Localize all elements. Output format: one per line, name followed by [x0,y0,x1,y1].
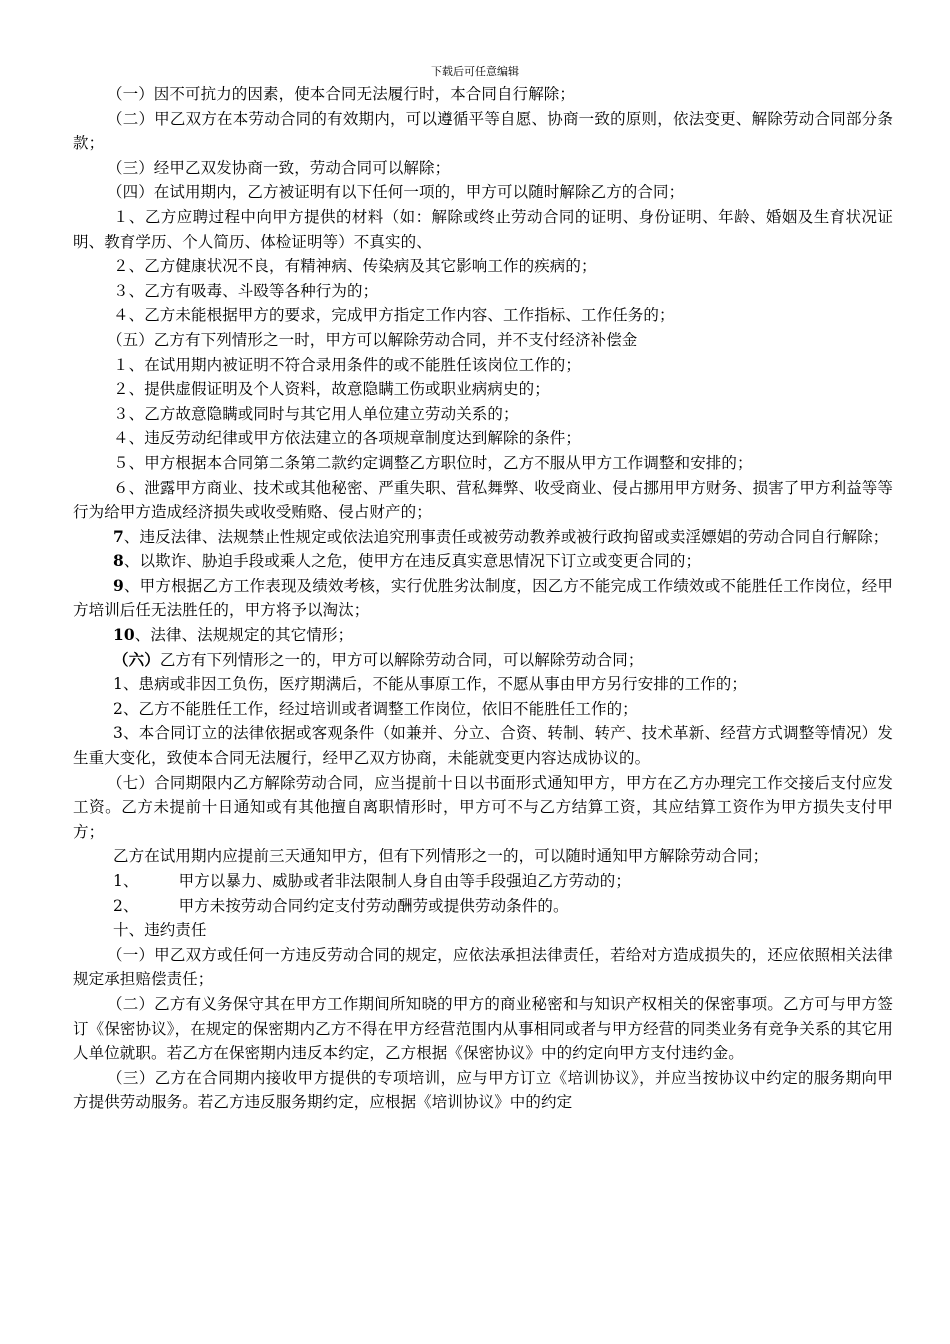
item-text: 甲方未按劳动合同约定支付劳动酬劳或提供劳动条件的。 [178,896,569,915]
paragraph: （四）在试用期内，乙方被证明有以下任何一项的，甲方可以随时解除乙方的合同； [107,183,685,202]
paragraph: １、乙方应聘过程中向甲方提供的材料（如：解除或终止劳动合同的证明、身份证明、年龄、婚姻及生育状况证明、教育学历、个人简历、体检证明等）不真实的、 [73,207,893,251]
paragraph: （三）乙方在合同期内接收甲方提供的专项培训，应与甲方订立《培训协议》，并应当按协议中约定的服务期向甲方提供劳动服务。若乙方违反服务期约定，应根据《培训协议》中的约定 [73,1068,893,1112]
paragraph [73,574,893,623]
item-number: 1、 [113,872,139,890]
paragraph [73,525,893,550]
paragraph: ６、泄露甲方商业、技术或其他秘密、严重失职、营私舞弊、收受商业、侵占挪用甲方财务、损害了甲方利益等等行为给甲方造成经济损失或收受贿赂、侵占财产的； [73,478,894,522]
paragraph [73,648,893,673]
paragraph: ２、提供虚假证明及个人资料，故意隐瞒工伤或职业病病史的； [113,380,550,399]
item-text: 乙方有下列情形之一的，甲方可以解除劳动合同，可以解除劳动合同； [159,650,644,669]
paragraph [73,549,893,574]
item-text: 甲方以暴力、威胁或者非法限制人身自由等手段强迫乙方劳动的； [178,872,631,890]
paragraph: （二）甲乙双方在本劳动合同的有效期内，可以遵循平等自愿、协商一致的原则，依法变更、解除劳动合同部分条款； [73,109,893,153]
paragraph: （三）经甲乙双发协商一致，劳动合同可以解除； [107,158,451,177]
paragraph: （二）乙方有义务保守其在甲方工作期间所知晓的甲方的商业秘密和与知识产权相关的保密事项。乙方可与甲方签订《保密协议》，在规定的保密期内乙方不得在甲方经营范围内从事相同或者与甲方经营的同类业务有竞争关系的其它用人单位就职。若乙方在保密期内违反本约定，乙方根据《保密协议》中的约定向甲方支付违约金。 [73,994,893,1063]
paragraph [73,894,893,919]
paragraph: （五）乙方有下列情形之一时，甲方可以解除劳动合同，并不支付经济补偿金 [107,330,638,349]
header-note: 下载后可任意编辑 [431,65,519,78]
paragraph: ３、乙方有吸毒、斗殴等各种行为的； [113,281,379,300]
paragraph: ２、乙方健康状况不良，有精神病、传染病及其它影响工作的疾病的； [113,257,597,276]
paragraph: ５、甲方根据本合同第二条第二款约定调整乙方职位时，乙方不服从甲方工作调整和安排的； [113,453,753,472]
item-number: 10 [113,625,135,645]
paragraph: １、在试用期内被证明不符合录用条件的或不能胜任该岗位工作的； [113,355,582,374]
paragraph: 3、本合同订立的法律依据或客观条件（如兼并、分立、合资、转制、转产、技术革新、经营方式调整等情况）发生重大变化，致使本合同无法履行，经甲乙双方协商，未能就变更内容达成协议的。 [73,724,893,768]
document-body [73,82,893,1115]
paragraph: （一）甲乙双方或任何一方违反劳动合同的规定，应依法承担法律责任，若给对方造成损失的，还应依照相关法律规定承担赔偿责任； [73,945,893,989]
item-text: 、违反法律、法规禁止性规定或依法追究刑事责任或被劳动教养或被行政拘留或卖淫嫖娼的劳动合同自行解除； [123,527,889,546]
item-text: 、以欺诈、胁迫手段或乘人之危，使甲方在违反真实意思情况下订立或变更合同的； [123,552,702,571]
paragraph [73,869,893,894]
item-number: 9 [113,575,124,595]
item-text: 、甲方根据乙方工作表现及绩效考核，实行优胜劣汰制度，因乙方不能完成工作绩效或不能胜任工作岗位，经甲方培训后任无法胜任的，甲方将予以淘汰； [73,576,893,620]
paragraph: ３、乙方故意隐瞒或同时与其它用人单位建立劳动关系的； [113,404,519,423]
item-number: 7 [113,526,124,546]
paragraph: 1、患病或非因工负伤，医疗期满后，不能从事原工作，不愿从事由甲方另行安排的工作的； [113,675,747,694]
paragraph [73,623,893,648]
paragraph: 2、乙方不能胜任工作，经过培训或者调整工作岗位，依旧不能胜任工作的； [113,699,638,718]
item-number: 2、 [113,896,139,915]
paragraph: 乙方在试用期内应提前三天通知甲方，但有下列情形之一的，可以随时通知甲方解除劳动合同； [113,847,769,866]
paragraph: ４、乙方未能根据甲方的要求，完成甲方指定工作内容、工作指标、工作任务的； [113,306,675,325]
item-number: （六） [113,649,160,669]
item-text: 、法律、法规规定的其它情形； [134,626,354,645]
section-heading: 十、违约责任 [113,921,207,940]
paragraph: ４、违反劳动纪律或甲方依法建立的各项规章制度达到解除的条件； [113,429,582,448]
paragraph: （一）因不可抗力的因素，使本合同无法履行时，本合同自行解除； [107,85,576,103]
item-number: 8 [113,551,124,571]
paragraph: （七）合同期限内乙方解除劳动合同，应当提前十日以书面形式通知甲方，甲方在乙方办理完工作交接后支付应发工资。乙方未提前十日通知或有其他擅自离职情形时，甲方可不与乙方结算工资，其应结算工资作为甲方损失支付甲方； [73,773,893,841]
